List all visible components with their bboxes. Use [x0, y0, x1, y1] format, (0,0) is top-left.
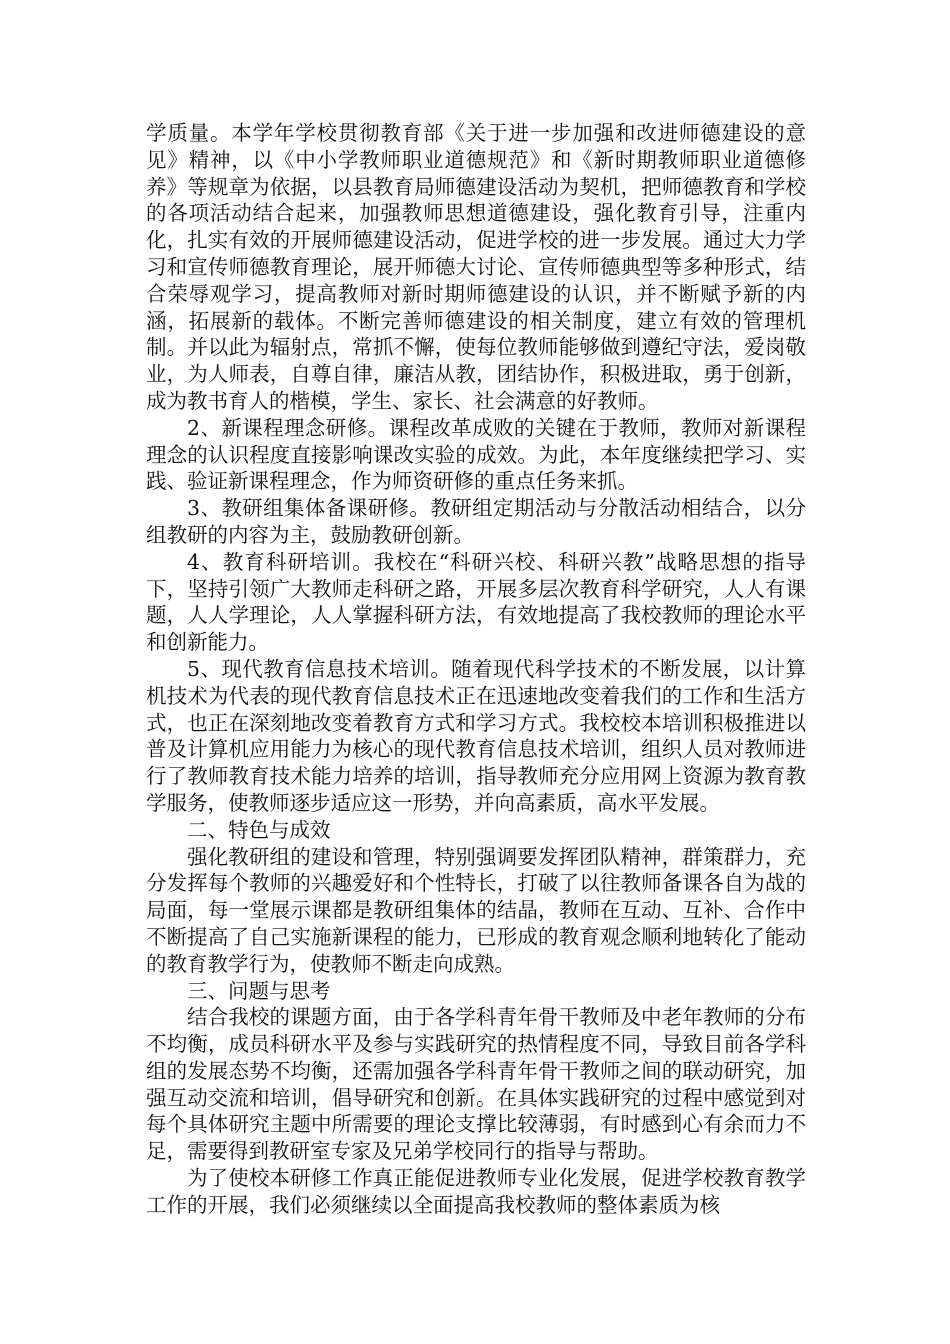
paragraph-teacher-ethics: 学质量。本学年学校贯彻教育部《关于进一步加强和改进师德建设的意见》精神，以《中小学教师职业道德规范》和《新时期教师职业道德修养》等规章为依据，以县教育局师德建设活动为契机，把师德教育和学校的各项活动结合起来，加强教师思想道德建设，强化教育引导，注重内化，扎实有效的开展师德建设活动，促进学校的进一步发展。通过大力学习和宣传师德教育理论，展开师德大讨论、宣传师德典型等多种形式，结合荣辱观学习，提高教师对新时期师德建设的认识，并不断赋予新的内涵，拓展新的载体。不断完善师德建设的相关制度，建立有效的管理机制。并以此为辐射点，常抓不懈，使每位教师能够做到遵纪守法，爱岗敬业，为人师表，自尊自律，廉洁从教，团结协作，积极进取，勇于创新，成为教书育人的楷模，学生、家长、社会满意的好教师。 — [146, 121, 806, 413]
document-body — [146, 120, 806, 1219]
paragraph-research-training: 4、教育科研培训。我校在“科研兴校、科研兴教”战略思想的指导下，坚持引领广大教师走科研之路，开展多层次教育科学研究，人人有课题，人人学理论，人人掌握科研方法，有效地提高了我校教师的理论水平和创新能力。 — [146, 549, 806, 655]
paragraph-it-training: 5、现代教育信息技术培训。随着现代科学技术的不断发展，以计算机技术为代表的现代教育信息技术正在迅速地改变着我们的工作和生活方式，也正在深刻地改变着教育方式和学习方式。我校校本培训积极推进以普及计算机应用能力为核心的现代教育信息技术培训，组织人员对教师进行了教师教育技术能力培养的培训，指导教师充分应用网上资源为教育教学服务，使教师逐步适应这一形势，并向高素质，高水平发展。 — [146, 656, 806, 815]
paragraph-new-curriculum: 2、新课程理念研修。课程改革成败的关键在于教师，教师对新课程理念的认识程度直接影响课改实验的成效。为此，本年度继续把学习、实践、验证新课程理念，作为师资研修的重点任务来抓。 — [146, 415, 806, 494]
paragraph-group-lesson-prep: 3、教研组集体备课研修。教研组定期活动与分散活动相结合，以分组教研的内容为主，鼓励教研创新。 — [146, 496, 806, 547]
paragraph-problems: 结合我校的课题方面，由于各学科青年骨干教师及中老年教师的分布不均衡，成员科研水平及参与实践研究的热情程度不同，导致目前各学科组的发展态势不均衡，还需加强各学科青年骨干教师之间的联动研究，加强互动交流和培训，倡导研究和创新。在具体实践研究的过程中感觉到对每个具体研究主题中所需要的理论支撑比较薄弱，有时感到心有余而力不足，需要得到教研室专家及兄弟学校同行的指导与帮助。 — [146, 1005, 806, 1164]
paragraph-features-results: 强化教研组的建设和管理，特别强调要发挥团队精神，群策群力，充分发挥每个教师的兴趣爱好和个性特长，打破了以往教师备课各自为战的局面，每一堂展示课都是教研组集体的结晶，教师在互动、互补、合作中不断提高了自己实施新课程的能力，已形成的教育观念顺利地转化了能动的教育教学行为，使教师不断走向成熟。 — [146, 844, 806, 976]
paragraph-conclusion: 为了使校本研修工作真正能促进教师专业化发展，促进学校教育教学工作的开展，我们必须继续以全面提高我校教师的整体素质为核 — [146, 1166, 806, 1217]
section-heading-features: 二、特色与成效 — [187, 817, 331, 842]
section-heading-problems: 三、问题与思考 — [187, 978, 331, 1003]
